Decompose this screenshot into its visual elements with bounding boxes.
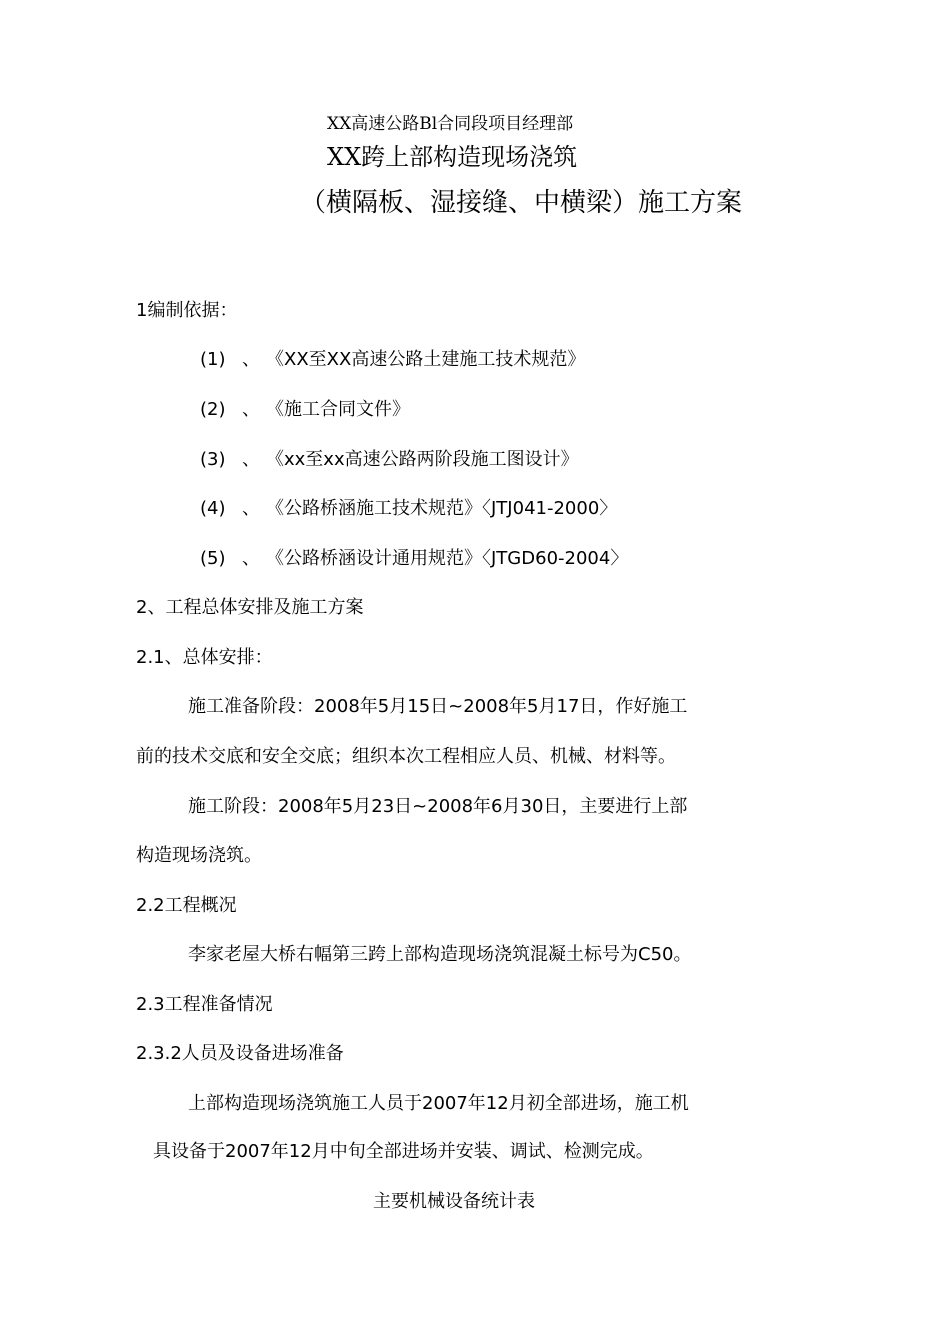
section-2-2-heading: 2.2工程概况 <box>136 895 237 916</box>
reference-item <box>200 401 410 419</box>
document-subtitle: （横隔板、湿接缝、中横梁）施工方案 <box>300 188 743 218</box>
reference-number: (3) <box>200 449 226 470</box>
preparation-stage-paragraph-cont: 前的技术交底和安全交底；组织本次工程相应人员、机械、材料等。 <box>136 746 676 767</box>
project-overview-paragraph: 李家老屋大桥右幅第三跨上部构造现场浇筑混凝土标号为C50。 <box>188 944 692 965</box>
reference-item <box>200 500 617 518</box>
reference-title: 《XX至XX高速公路土建施工技术规范》 <box>266 349 586 370</box>
reference-separator: 、 <box>242 548 260 569</box>
reference-separator: 、 <box>242 449 260 470</box>
preparation-stage-paragraph: 施工准备阶段：2008年5月15日~2008年5月17日，作好施工 <box>188 696 688 717</box>
reference-title: 《xx至xx高速公路两阶段施工图设计》 <box>266 449 579 470</box>
reference-separator: 、 <box>242 498 260 519</box>
table-caption: 主要机械设备统计表 <box>373 1191 535 1212</box>
reference-number: (4) <box>200 498 226 519</box>
organization-name: XX高速公路Bl合同段项目经理部 <box>327 114 574 134</box>
reference-item <box>200 550 628 568</box>
construction-stage-paragraph: 施工阶段：2008年5月23日~2008年6月30日，主要进行上部 <box>188 796 688 817</box>
personnel-equipment-paragraph: 上部构造现场浇筑施工人员于2007年12月初全部进场，施工机 <box>188 1093 689 1114</box>
section-2-3-heading: 2.3工程准备情况 <box>136 994 273 1015</box>
reference-number: (2) <box>200 399 226 420</box>
reference-number: (5) <box>200 548 226 569</box>
section-2-3-2-heading: 2.3.2人员及设备进场准备 <box>136 1043 344 1064</box>
reference-separator: 、 <box>242 349 260 370</box>
reference-number: (1) <box>200 349 226 370</box>
reference-item <box>200 451 579 469</box>
construction-stage-paragraph-cont: 构造现场浇筑。 <box>136 845 262 866</box>
section-1-heading: 1编制依据： <box>136 300 238 321</box>
reference-item <box>200 351 585 369</box>
section-2-heading: 2、工程总体安排及施工方案 <box>136 597 364 618</box>
reference-title: 《公路桥涵施工技术规范》〈JTJ041-2000〉 <box>266 498 618 519</box>
reference-title: 《施工合同文件》 <box>266 399 410 420</box>
section-2-1-heading: 2.1、总体安排： <box>136 647 273 668</box>
reference-separator: 、 <box>242 399 260 420</box>
reference-title: 《公路桥涵设计通用规范》〈JTGD60-2004〉 <box>266 548 629 569</box>
document-title: XX跨上部构造现场浇筑 <box>327 143 578 171</box>
personnel-equipment-paragraph-cont: 具设备于2007年12月中旬全部进场并安装、调试、检测完成。 <box>153 1141 654 1162</box>
